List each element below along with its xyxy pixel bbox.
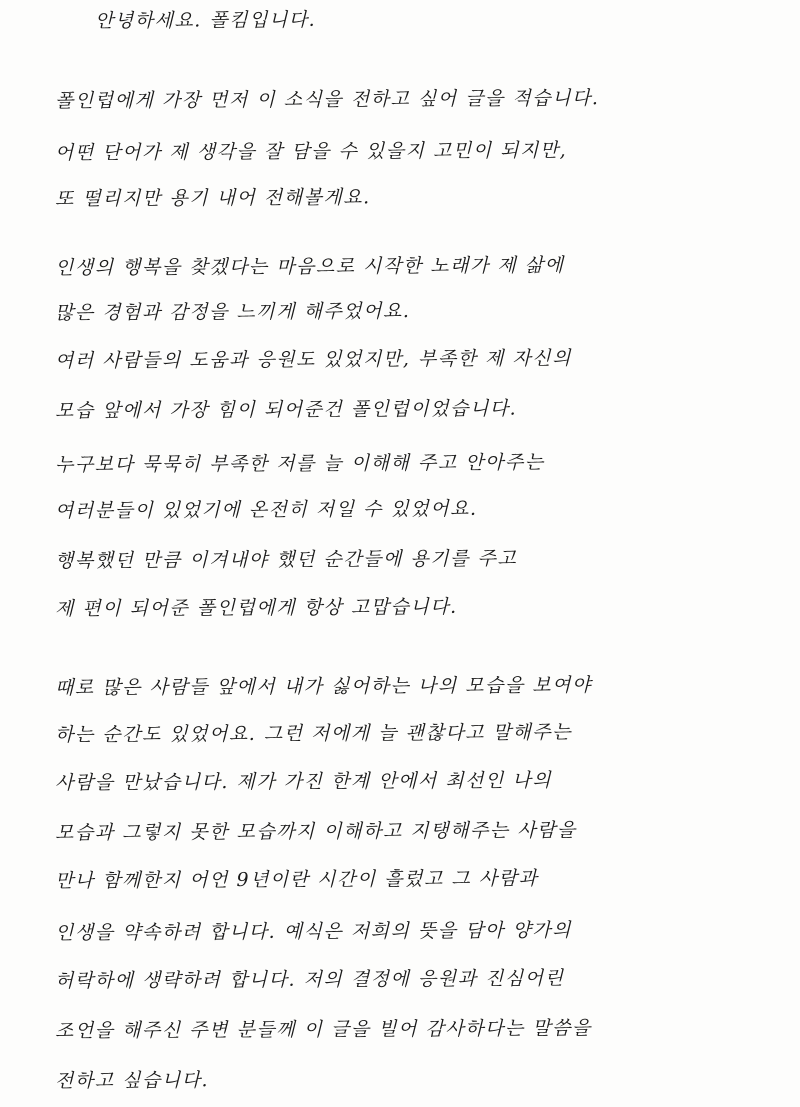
letter-line: 또 떨리지만 용기 내어 전해볼게요. — [54, 186, 371, 210]
letter-line: 전하고 싶습니다. — [54, 1069, 210, 1092]
letter-line: 허락하에 생략하려 합니다. 저의 결정에 응원과 진심어린 — [54, 967, 565, 992]
letter-line: 폴인럽에게 가장 먼저 이 소식을 전하고 싶어 글을 적습니다. — [54, 87, 600, 112]
letter-greeting: 안녕하세요. 폴킴입니다. — [94, 8, 317, 32]
letter-line: 사람을 만났습니다. 제가 가진 한계 안에서 최선인 나의 — [54, 769, 553, 794]
letter-line: 누구보다 묵묵히 부족한 저를 늘 이해해 주고 안아주는 — [54, 451, 545, 476]
letter-line: 여러 사람들의 도움과 응원도 있었지만, 부족한 제 자신의 — [54, 347, 573, 372]
letter-line: 제 편이 되어준 폴인럽에게 항상 고맙습니다. — [54, 595, 458, 620]
letter-line: 인생을 약속하려 합니다. 예식은 저희의 뜻을 담아 양가의 — [54, 919, 573, 944]
letter-line: 여러분들이 있었기에 온전히 저일 수 있었어요. — [54, 497, 478, 522]
letter-line: 인생의 행복을 찾겠다는 마음으로 시작한 노래가 제 삶에 — [54, 254, 565, 279]
letter-line: 때로 많은 사람들 앞에서 내가 싫어하는 나의 모습을 보여야 — [54, 674, 592, 699]
letter-line: 어떤 단어가 제 생각을 잘 담을 수 있을지 고민이 되지만, — [54, 139, 568, 164]
letter-line: 행복했던 만큼 이겨내야 했던 순간들에 용기를 주고 — [54, 547, 518, 572]
letter-line: 조언을 해주신 주변 분들께 이 글을 빌어 감사하다는 말씀을 — [54, 1017, 592, 1042]
letter-line: 모습 앞에서 가장 힘이 되어준건 폴인럽이었습니다. — [54, 397, 518, 422]
letter-line: 만나 함께한지 어언 9년이란 시간이 흘렀고 그 사람과 — [54, 867, 539, 892]
letter-line: 하는 순간도 있었어요. 그런 저에게 늘 괜찮다고 말해주는 — [54, 721, 573, 746]
letter-line: 모습과 그렇지 못한 모습까지 이해하고 지탱해주는 사람을 — [54, 819, 577, 844]
letter-line: 많은 경험과 감정을 느끼게 해주었어요. — [54, 300, 411, 324]
